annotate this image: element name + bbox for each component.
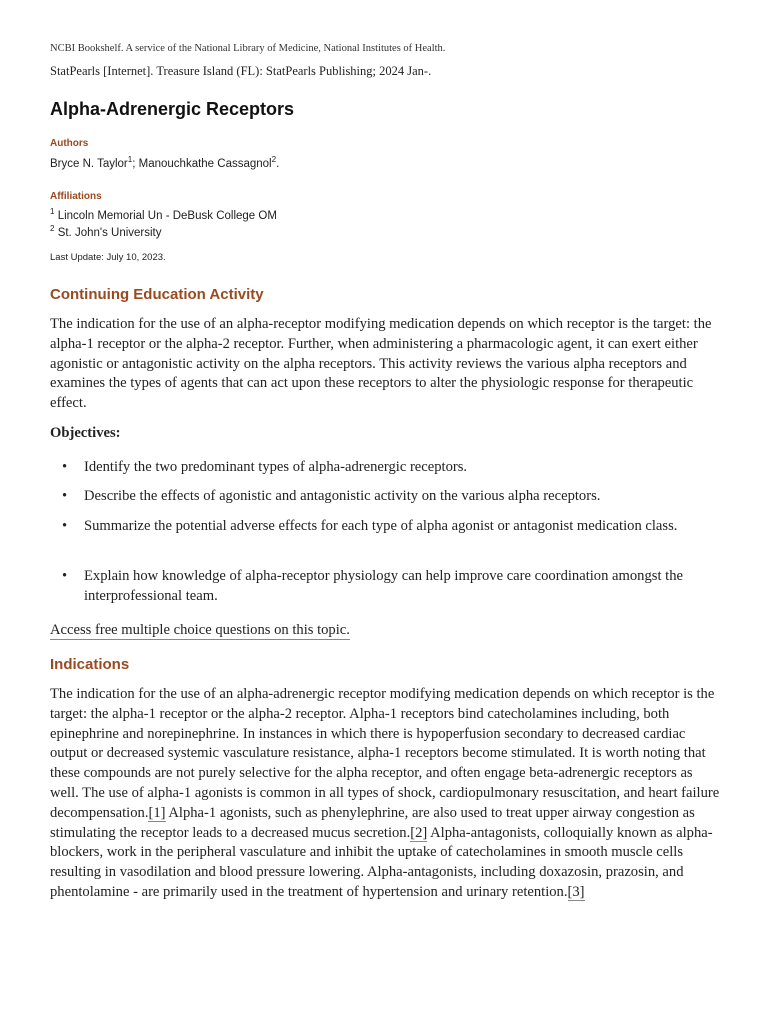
page-title: Alpha-Adrenergic Receptors [50, 99, 295, 119]
affiliations-label: Affiliations [50, 191, 102, 202]
objective-item: • Identify the two predominant types of alpha-adrenergic receptors. [84, 458, 720, 478]
continuing-education-heading: Continuing Education Activity [50, 286, 264, 303]
affiliation-name: St. John's University [57, 227, 162, 239]
indications-text-2: Alpha-1 agonists, such as phenylephrine, are also used to treat upper airway congestion as stimulating the receptor leads to a decreased mucus secretion. [50, 804, 695, 841]
bookshelf-notice: NCBI Bookshelf. A service of the National Library of Medicine, National Institutes of Health. [50, 43, 446, 54]
reference-link-2[interactable]: [2] [410, 824, 428, 841]
mcq-link[interactable]: Access free multiple choice questions on this topic. [50, 622, 350, 638]
objective-item: • Explain how knowledge of alpha-receptor physiology can help improve care coordination amongst the interprofessional team. [84, 567, 720, 607]
author-separator: ; [132, 158, 139, 170]
affiliation-2 [50, 224, 162, 239]
affiliation-name: Lincoln Memorial Un - DeBusk College OM [57, 210, 277, 222]
indications-text-3: Alpha-antagonists, colloquially known as alpha-blockers, work in the peripheral vasculature and inhibit the uptake of catecholamines in smooth muscle cells resulting in vasodilation and blood pressure lowering. Alpha-antagonists, including doxazosin, prazosin, and phentolamine - are primarily used in the treatment of hypertension and urinary retention. [50, 824, 713, 900]
continuing-education-paragraph: The indication for the use of an alpha-receptor modifying medication depends on which receptor is the target: the alpha-1 receptor or the alpha-2 receptor. Further, when administering a pharmacologic agent, it can exert either agonistic or antagonistic activity on the alpha receptors. This activity reviews the various alpha receptors and examines the types of agents that can act upon these receptors to alter the physiologic response for therapeutic effect. [50, 316, 712, 412]
citation-line: StatPearls [Internet]. Treasure Island (FL): StatPearls Publishing; 2024 Jan-. [50, 64, 432, 78]
last-update: Last Update: July 10, 2023. [50, 252, 166, 263]
authors-label: Authors [50, 138, 89, 149]
reference-link-3[interactable]: [3] [567, 883, 585, 900]
affiliation-number: 1 [50, 207, 55, 217]
author-1-affiliation-ref: 1 [127, 155, 133, 165]
authors-list [50, 155, 280, 170]
affiliation-1 [50, 207, 277, 222]
author-2[interactable]: Manouchkathe Cassagnol [138, 158, 272, 170]
indications-text-1: The indication for the use of an alpha-adrenergic receptor modifying medication depends on which receptor is the target: the alpha-1 receptor or the alpha-2 receptor. Alpha-1 receptors bind catecholamines including, both epinephrine and norepinephrine. In instances in which there is hypoperfusion secondary to decreased cardiac output or decreased systemic vasculature resistance, alpha-1 receptors become stimulated. It is worth noting that these compounds are not purely selective for the alpha receptor, and often engage beta-adrenergic receptors as well. The use of alpha-1 agonists is common in all types of shock, cardiopulmonary resuscitation, and heart failure decompensation. [50, 686, 720, 821]
reference-link-1[interactable]: [1] [148, 804, 166, 821]
indications-paragraph [50, 685, 720, 903]
indications-heading: Indications [50, 656, 130, 673]
author-2-affiliation-ref: 2 [271, 155, 277, 165]
objectives-label: Objectives: [50, 425, 121, 441]
authors-end: . [276, 158, 280, 170]
affiliation-number: 2 [50, 224, 55, 234]
objective-item: • Describe the effects of agonistic and antagonistic activity on the various alpha receptors. [84, 487, 720, 507]
objective-item: • Summarize the potential adverse effects for each type of alpha agonist or antagonist medication class. [84, 517, 720, 537]
author-1[interactable]: Bryce N. Taylor [50, 158, 128, 170]
